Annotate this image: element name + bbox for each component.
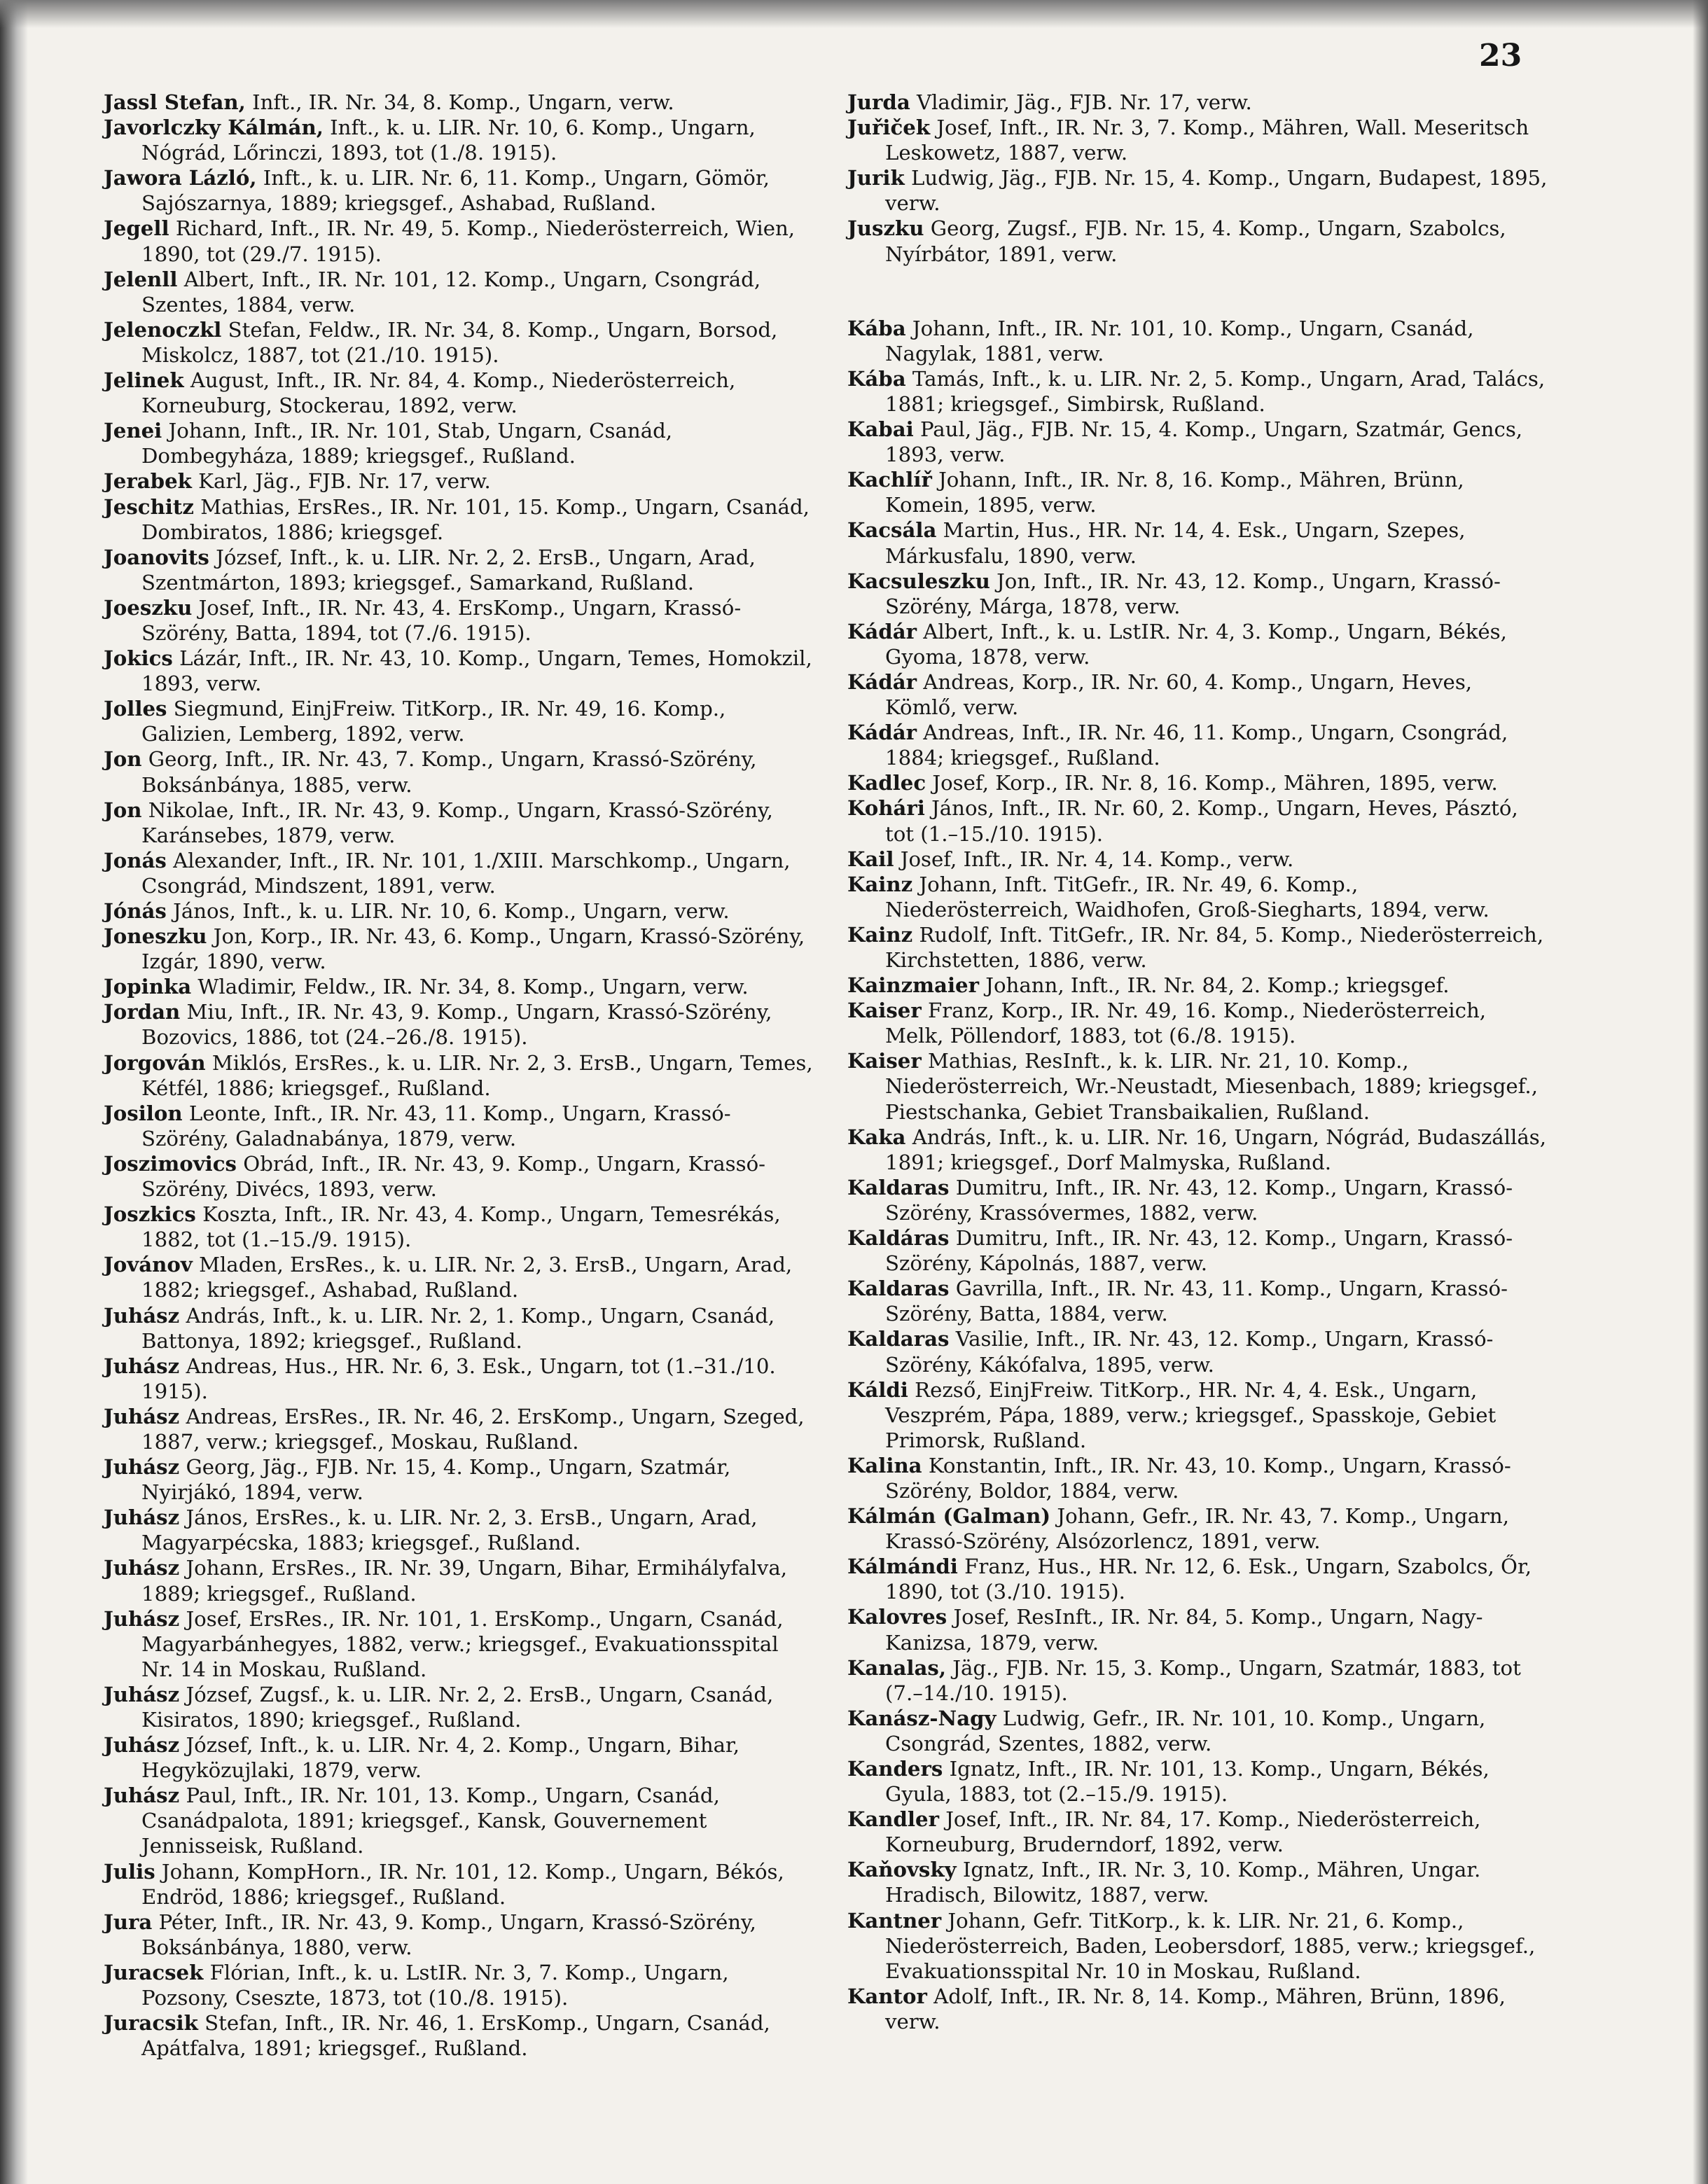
entry-surname: Kaldaras	[847, 1327, 950, 1351]
list-item	[104, 1682, 814, 1732]
left-column	[104, 90, 814, 2061]
list-item	[847, 1225, 1548, 1276]
list-item	[104, 317, 814, 368]
entry-details: Stefan, Feldw., IR. Nr. 34, 8. Komp., Ungarn, Borsod, Miskolcz, 1887, tot (21./10. 1915).	[141, 317, 778, 367]
entry-details: András, Inft., k. u. LIR. Nr. 16, Ungarn, Nógrád, Budaszállás, 1891; kriegsgef., Dorf Malmyska, Rußland.	[885, 1125, 1547, 1174]
entry-surname: Jenei	[104, 419, 162, 443]
entry-details: Dumitru, Inft., IR. Nr. 43, 12. Komp., Ungarn, Krassó-Szörény, Kápolnás, 1887, verw.	[885, 1226, 1513, 1276]
entry-details: Jäg., FJB. Nr. 15, 3. Komp., Ungarn, Szatmár, 1883, tot (7.–14./10. 1915).	[885, 1655, 1521, 1705]
list-item	[847, 316, 1548, 366]
entry-details: Mathias, ErsRes., IR. Nr. 101, 15. Komp., Ungarn, Csanád, Dombiratos, 1886; kriegsgef.	[141, 494, 810, 544]
entry-surname: Jegell	[104, 216, 169, 241]
list-item	[847, 417, 1548, 467]
entry-surname: Kalovres	[847, 1605, 947, 1629]
section-gap	[847, 267, 1548, 316]
entry-details: Jon, Inft., IR. Nr. 43, 12. Komp., Ungarn, Krassó-Szörény, Márga, 1878, verw.	[885, 569, 1501, 618]
entry-details: Nikolae, Inft., IR. Nr. 43, 9. Komp., Ungarn, Krassó-Szörény, Karánsebes, 1879, verw.	[141, 798, 773, 847]
entry-surname: Kaiser	[847, 999, 922, 1023]
entry-surname: Kachlíř	[847, 468, 932, 492]
list-item	[104, 898, 814, 924]
entry-details: Albert, Inft., IR. Nr. 101, 12. Komp., Ungarn, Csongrád, Szentes, 1884, verw.	[141, 267, 761, 317]
entry-details: Péter, Inft., IR. Nr. 43, 9. Komp., Ungarn, Krassó-Szörény, Boksánbánya, 1880, verw.	[141, 1910, 756, 1959]
entry-surname: Kalina	[847, 1453, 922, 1477]
right-column-k-entries	[847, 316, 1548, 2034]
entry-details: Johann, Inft., IR. Nr. 84, 2. Komp.; kriegsgef.	[979, 973, 1450, 998]
entry-surname: Jassl Stefan,	[104, 90, 246, 114]
entry-details: Karl, Jäg., FJB. Nr. 17, verw.	[191, 469, 491, 494]
entry-details: Georg, Zugsf., FJB. Nr. 15, 4. Komp., Ungarn, Szabolcs, Nyírbátor, 1891, verw.	[885, 216, 1506, 266]
entry-details: Vladimir, Jäg., FJB. Nr. 17, verw.	[910, 90, 1252, 114]
list-item	[104, 1859, 814, 1910]
list-item	[104, 1303, 814, 1354]
entry-details: András, Inft., k. u. LIR. Nr. 2, 1. Komp., Ungarn, Csanád, Battonya, 1892; kriegsgef., Rußland.	[141, 1303, 775, 1353]
entry-surname: Jelenoczkl	[104, 317, 222, 342]
entry-details: Miklós, ErsRes., k. u. LIR. Nr. 2, 3. ErsB., Ungarn, Temes, Kétfél, 1886; kriegsgef., Rußland.	[141, 1050, 813, 1100]
entry-details: Georg, Inft., IR. Nr. 43, 7. Komp., Ungarn, Krassó-Szörény, Boksánbánya, 1885, verw.	[141, 747, 757, 797]
list-item	[104, 646, 814, 696]
list-item	[847, 569, 1548, 619]
entry-details: Martin, Hus., HR. Nr. 14, 4. Esk., Ungarn, Szepes, Márkusfalu, 1890, verw.	[885, 518, 1466, 568]
entry-details: Ignatz, Inft., IR. Nr. 101, 13. Komp., Ungarn, Békés, Gyula, 1883, tot (2.–15./9. 1915).	[885, 1757, 1490, 1807]
entry-details: Josef, ResInft., IR. Nr. 84, 5. Komp., Ungarn, Nagy-Kanizsa, 1879, verw.	[885, 1605, 1483, 1655]
entry-details: Inft., k. u. LIR. Nr. 10, 6. Komp., Ungarn, Nógrád, Lőrinczi, 1893, tot (1./8. 1915).	[141, 116, 756, 165]
entry-details: Ludwig, Gefr., IR. Nr. 101, 10. Komp., Ungarn, Csongrád, Szentes, 1882, verw.	[885, 1706, 1486, 1755]
entry-details: Josef, ErsRes., IR. Nr. 101, 1. ErsKomp., Ungarn, Csanád, Magyarbánhegyes, 1882, verw.; kriegsgef., Evakuationsspital Nr. 14 in Moskau, Rußland.	[141, 1606, 784, 1681]
right-column	[847, 90, 1548, 2034]
list-item	[104, 1050, 814, 1101]
entry-surname: Javorlczky Kálmán,	[104, 116, 324, 140]
entry-details: Miu, Inft., IR. Nr. 43, 9. Komp., Ungarn, Krassó-Szörény, Bozovics, 1886, tot (24.–26./8. 1915).	[141, 1000, 772, 1050]
entry-surname: Joszimovics	[104, 1151, 237, 1176]
entry-surname: Kadlec	[847, 771, 926, 795]
entry-details: Leonte, Inft., IR. Nr. 43, 11. Komp., Ungarn, Krassó-Szörény, Galadnabánya, 1879, verw.	[141, 1101, 731, 1150]
list-item	[847, 1377, 1548, 1453]
list-item	[104, 368, 814, 418]
list-item	[847, 1175, 1548, 1225]
list-item	[104, 1151, 814, 1202]
entry-surname: Kálmán (Galman)	[847, 1504, 1051, 1529]
entry-details: Johann, ErsRes., IR. Nr. 39, Ungarn, Bihar, Ermihályfalva, 1889; kriegsgef., Rußland.	[141, 1556, 788, 1606]
list-item	[104, 1555, 814, 1606]
entry-details: József, Inft., k. u. LIR. Nr. 2, 2. ErsB., Ungarn, Arad, Szentmárton, 1893; kriegsgef., Samarkand, Rußland.	[141, 545, 756, 594]
entry-details: Rudolf, Inft. TitGefr., IR. Nr. 84, 5. Komp., Niederösterreich, Kirchstetten, 1886, verw.	[885, 922, 1544, 972]
entry-details: Franz, Hus., HR. Nr. 12, 6. Esk., Ungarn, Szabolcs, Őr, 1890, tot (3./10. 1915).	[885, 1554, 1532, 1604]
entry-details: Inft., k. u. LIR. Nr. 6, 11. Komp., Ungarn, Gömör, Sajószarnya, 1889; kriegsgef., Ashabad, Rußland.	[141, 166, 770, 216]
right-column-j-entries	[847, 90, 1548, 267]
list-item	[104, 1960, 814, 2010]
list-item	[847, 1503, 1548, 1554]
entry-details: Inft., IR. Nr. 34, 8. Komp., Ungarn, verw.	[245, 90, 674, 114]
list-item	[104, 267, 814, 317]
entry-surname: Kantor	[847, 1984, 927, 2008]
entry-surname: Joanovits	[104, 545, 209, 569]
entry-surname: Jónás	[104, 899, 167, 923]
list-item	[847, 165, 1548, 216]
list-item	[104, 1606, 814, 1682]
entry-details: János, Inft., IR. Nr. 60, 2. Komp., Ungarn, Heves, Pásztó, tot (1.–15./10. 1915).	[885, 796, 1518, 846]
entry-surname: Juhász	[104, 1505, 180, 1530]
scan-shadow-left	[0, 0, 28, 2184]
entry-details: Johann, Inft., IR. Nr. 101, 10. Komp., Ungarn, Csanád, Nagylak, 1881, verw.	[885, 316, 1474, 366]
entry-surname: Kádár	[847, 721, 917, 745]
page-number: 23	[1479, 38, 1522, 74]
entry-details: Obrád, Inft., IR. Nr. 43, 9. Komp., Ungarn, Krassó-Szörény, Divécs, 1893, verw.	[141, 1151, 766, 1202]
list-item	[847, 1048, 1548, 1124]
entry-surname: Juhász	[104, 1354, 180, 1378]
entry-surname: Káldi	[847, 1377, 908, 1402]
entry-details: Johann, Inft., IR. Nr. 8, 16. Komp., Mähren, Brünn, Komein, 1895, verw.	[885, 468, 1464, 517]
list-item	[104, 1252, 814, 1302]
entry-details: József, Zugsf., k. u. LIR. Nr. 2, 2. ErsB., Ungarn, Csanád, Kisiratos, 1890; kriegsgef., Rußland.	[141, 1682, 774, 1732]
entry-details: Tamás, Inft., k. u. LIR. Nr. 2, 5. Komp., Ungarn, Arad, Talács, 1881; kriegsgef., Simbirsk, Rußland.	[885, 366, 1546, 416]
entry-surname: Juhász	[104, 1606, 180, 1631]
entry-details: Adolf, Inft., IR. Nr. 8, 14. Komp., Mähren, Brünn, 1896, verw.	[885, 1984, 1506, 2033]
entry-details: Richard, Inft., IR. Nr. 49, 5. Komp., Niederösterreich, Wien, 1890, tot (29./7. 1915).	[141, 216, 796, 266]
entry-surname: Juhász	[104, 1556, 180, 1580]
list-item	[104, 848, 814, 898]
entry-surname: Kacsála	[847, 518, 937, 543]
list-item	[847, 1857, 1548, 1907]
list-item	[104, 545, 814, 595]
entry-details: Wladimir, Feldw., IR. Nr. 34, 8. Komp., Ungarn, verw.	[191, 975, 749, 999]
list-item	[847, 115, 1548, 165]
list-item	[847, 847, 1548, 872]
list-item	[847, 517, 1548, 568]
list-item	[104, 999, 814, 1050]
entry-surname: Jopinka	[104, 975, 192, 999]
list-item	[847, 366, 1548, 417]
entry-surname: Jolles	[104, 697, 167, 721]
entry-surname: Jurik	[847, 166, 905, 190]
entry-surname: Kainzmaier	[847, 973, 979, 998]
entry-surname: Jovánov	[104, 1253, 193, 1277]
list-item	[104, 1354, 814, 1404]
list-item	[847, 1554, 1548, 1604]
entry-surname: Kabai	[847, 417, 914, 442]
entry-surname: Kanders	[847, 1757, 943, 1781]
entry-details: Dumitru, Inft., IR. Nr. 43, 12. Komp., Ungarn, Krassó-Szörény, Krassóvermes, 1882, verw.	[885, 1175, 1513, 1225]
entry-details: Andreas, Korp., IR. Nr. 60, 4. Komp., Ungarn, Heves, Kömlő, verw.	[885, 669, 1473, 720]
list-item	[104, 595, 814, 646]
entry-surname: Kaňovsky	[847, 1858, 957, 1882]
list-item	[104, 974, 814, 999]
entry-surname: Jonás	[104, 848, 167, 872]
entry-details: Johann, Inft., IR. Nr. 101, Stab, Ungarn, Csanád, Dombegyháza, 1889; kriegsgef., Rußland.	[141, 419, 673, 468]
entry-surname: Juracsik	[104, 2011, 198, 2036]
entry-surname: Juhász	[104, 1682, 180, 1706]
entry-details: Koszta, Inft., IR. Nr. 43, 4. Komp., Ungarn, Temesrékás, 1882, tot (1.–15./9. 1915).	[141, 1202, 781, 1252]
entry-details: Alexander, Inft., IR. Nr. 101, 1./XIII. Marschkomp., Ungarn, Csongrád, Mindszent, 1891, verw.	[141, 848, 791, 898]
entry-details: Josef, Inft., IR. Nr. 43, 4. ErsKomp., Ungarn, Krassó-Szörény, Batta, 1894, tot (7./6. 1915).	[141, 595, 742, 645]
entry-details: Lázár, Inft., IR. Nr. 43, 10. Komp., Ungarn, Temes, Homokzil, 1893, verw.	[141, 646, 812, 696]
list-item	[104, 165, 814, 216]
list-item	[847, 973, 1548, 998]
entry-surname: Joneszku	[104, 924, 207, 949]
list-item	[104, 1454, 814, 1505]
list-item	[847, 90, 1548, 115]
entry-surname: Kálmándi	[847, 1554, 958, 1579]
entry-surname: Jokics	[104, 646, 173, 671]
entry-surname: Kádár	[847, 669, 917, 694]
list-item	[847, 720, 1548, 770]
entry-details: Stefan, Inft., IR. Nr. 46, 1. ErsKomp., Ungarn, Csanád, Apátfalva, 1891; kriegsgef., Rußland.	[141, 2011, 770, 2061]
entry-details: Ludwig, Jäg., FJB. Nr. 15, 4. Komp., Ungarn, Budapest, 1895, verw.	[885, 166, 1548, 216]
entry-details: Siegmund, EinjFreiw. TitKorp., IR. Nr. 49, 16. Komp., Galizien, Lemberg, 1892, verw.	[141, 697, 726, 746]
entry-details: Franz, Korp., IR. Nr. 49, 16. Komp., Niederösterreich, Melk, Pöllendorf, 1883, tot (6./8. 1915).	[885, 999, 1487, 1048]
list-item	[104, 746, 814, 797]
list-item	[104, 1783, 814, 1858]
entry-surname: Jura	[104, 1910, 153, 1934]
list-item	[847, 1706, 1548, 1756]
entry-surname: Kaka	[847, 1125, 906, 1149]
entry-details: János, ErsRes., k. u. LIR. Nr. 2, 3. ErsB., Ungarn, Arad, Magyarpécska, 1883; kriegsgef., Rußland.	[141, 1505, 758, 1555]
entry-details: Andreas, Hus., HR. Nr. 6, 3. Esk., Ungarn, tot (1.–31./10. 1915).	[141, 1354, 776, 1403]
entry-details: József, Inft., k. u. LIR. Nr. 4, 2. Komp., Ungarn, Bihar, Hegyközujlaki, 1879, verw.	[141, 1733, 740, 1783]
list-item	[847, 467, 1548, 517]
scan-shadow-right	[1693, 0, 1708, 2184]
entry-surname: Josilon	[104, 1101, 183, 1125]
list-item	[104, 1910, 814, 1960]
entry-surname: Jeschitz	[104, 494, 194, 519]
entry-details: Ignatz, Inft., IR. Nr. 3, 10. Komp., Mähren, Ungar. Hradisch, Bilowitz, 1887, verw.	[885, 1858, 1481, 1907]
entry-details: Johann, Gefr. TitKorp., k. k. LIR. Nr. 21, 6. Komp., Niederösterreich, Baden, Leobersdorf, 1885, verw.; kriegsgef., Evakuationsspital Nr. 10 in Moskau, Rußland.	[885, 1908, 1536, 1983]
list-item	[104, 1101, 814, 1151]
list-item	[104, 1202, 814, 1252]
entry-surname: Kanalas,	[847, 1655, 947, 1680]
list-item	[847, 1453, 1548, 1503]
list-item	[104, 90, 814, 115]
entry-surname: Joszkics	[104, 1202, 196, 1227]
list-item	[104, 1505, 814, 1555]
list-item	[847, 1326, 1548, 1377]
list-item	[847, 795, 1548, 846]
list-item	[847, 1125, 1548, 1175]
list-item	[847, 216, 1548, 266]
entry-surname: Juhász	[104, 1404, 180, 1428]
list-item	[847, 872, 1548, 922]
entry-surname: Kába	[847, 366, 906, 391]
entry-surname: Juhász	[104, 1733, 180, 1758]
entry-surname: Juhász	[104, 1303, 180, 1328]
list-item	[847, 619, 1548, 669]
list-item	[847, 770, 1548, 795]
entry-details: Johann, Inft. TitGefr., IR. Nr. 49, 6. Komp., Niederösterreich, Waidhofen, Groß-Siegharts, 1894, verw.	[885, 872, 1490, 921]
entry-surname: Kainz	[847, 922, 913, 947]
list-item	[104, 2010, 814, 2061]
entry-details: Flórian, Inft., k. u. LstIR. Nr. 3, 7. Komp., Ungarn, Pozsony, Cseszte, 1873, tot (10./8. 1915).	[141, 1960, 729, 2010]
entry-surname: Kanász-Nagy	[847, 1706, 997, 1730]
entry-surname: Kainz	[847, 872, 913, 896]
list-item	[104, 418, 814, 468]
list-item	[104, 1732, 814, 1783]
list-item	[847, 998, 1548, 1048]
list-item	[847, 1807, 1548, 1857]
entry-details: Mladen, ErsRes., k. u. LIR. Nr. 2, 3. ErsB., Ungarn, Arad, 1882; kriegsgef., Ashabad, Rußland.	[141, 1253, 793, 1302]
entry-details: Andreas, Inft., IR. Nr. 46, 11. Komp., Ungarn, Csongrád, 1884; kriegsgef., Rußland.	[885, 721, 1508, 770]
entry-surname: Kába	[847, 316, 906, 340]
entry-surname: Juhász	[104, 1455, 180, 1480]
scan-shadow-top	[0, 0, 1708, 28]
entry-surname: Joeszku	[104, 595, 193, 620]
entry-details: Gavrilla, Inft., IR. Nr. 43, 11. Komp., Ungarn, Krassó-Szörény, Batta, 1884, verw.	[885, 1277, 1508, 1326]
entry-surname: Kail	[847, 847, 894, 871]
entry-surname: Jurda	[847, 90, 910, 114]
list-item	[847, 1655, 1548, 1706]
entry-surname: Jerabek	[104, 469, 192, 494]
entry-details: Jon, Korp., IR. Nr. 43, 6. Komp., Ungarn, Krassó-Szörény, Izgár, 1890, verw.	[141, 924, 805, 974]
list-item	[104, 494, 814, 545]
entry-details: Konstantin, Inft., IR. Nr. 43, 10. Komp., Ungarn, Krassó-Szörény, Boldor, 1884, verw.	[885, 1453, 1511, 1503]
entry-details: August, Inft., IR. Nr. 84, 4. Komp., Niederösterreich, Korneuburg, Stockerau, 1892, verw.	[141, 368, 736, 418]
entry-details: Josef, Korp., IR. Nr. 8, 16. Komp., Mähren, 1895, verw.	[926, 771, 1498, 795]
list-item	[104, 468, 814, 494]
list-item	[104, 798, 814, 848]
list-item	[847, 669, 1548, 720]
list-item	[847, 1908, 1548, 1984]
entry-surname: Juracsek	[104, 1960, 204, 1984]
entry-surname: Juhász	[104, 1783, 180, 1808]
list-item	[847, 1756, 1548, 1807]
list-item	[104, 216, 814, 266]
entry-surname: Kádár	[847, 619, 917, 644]
entry-surname: Jordan	[104, 1000, 181, 1024]
entry-details: Josef, Inft., IR. Nr. 3, 7. Komp., Mähren, Wall. Meseritsch Leskowetz, 1887, verw.	[885, 116, 1529, 165]
list-item	[104, 924, 814, 974]
entry-details: Paul, Jäg., FJB. Nr. 15, 4. Komp., Ungarn, Szatmár, Gencs, 1893, verw.	[885, 417, 1523, 467]
list-item	[847, 1984, 1548, 2034]
entry-details: Vasilie, Inft., IR. Nr. 43, 12. Komp., Ungarn, Krassó-Szörény, Kákófalva, 1895, verw.	[885, 1327, 1494, 1377]
entry-surname: Jon	[104, 798, 142, 822]
entry-details: János, Inft., k. u. LIR. Nr. 10, 6. Komp., Ungarn, verw.	[166, 899, 730, 923]
entry-surname: Kaldaras	[847, 1277, 950, 1301]
entry-surname: Jawora Lázló,	[104, 166, 257, 190]
entry-surname: Kaldaras	[847, 1175, 950, 1199]
entry-details: Mathias, ResInft., k. k. LIR. Nr. 21, 10. Komp., Niederösterreich, Wr.-Neustadt, Miesenbach, 1889; kriegsgef., Piestschanka, Gebiet Transbaikalien, Rußland.	[885, 1049, 1538, 1124]
entry-details: Rezső, EinjFreiw. TitKorp., HR. Nr. 4, 4. Esk., Ungarn, Veszprém, Pápa, 1889, verw.; kriegsgef., Spasskoje, Gebiet Primorsk, Rußland.	[885, 1377, 1497, 1452]
list-item	[847, 922, 1548, 973]
entry-surname: Jon	[104, 747, 142, 772]
list-item	[104, 1404, 814, 1454]
entry-surname: Jelinek	[104, 368, 184, 393]
entry-surname: Kacsuleszku	[847, 569, 990, 593]
entry-surname: Kantner	[847, 1908, 942, 1933]
entry-surname: Juřiček	[847, 116, 931, 140]
entry-details: Josef, Inft., IR. Nr. 4, 14. Komp., verw.	[894, 847, 1294, 871]
entry-surname: Kaldáras	[847, 1226, 950, 1251]
list-item	[847, 1604, 1548, 1655]
list-item	[104, 115, 814, 165]
entry-details: Albert, Inft., k. u. LstIR. Nr. 4, 3. Komp., Ungarn, Békés, Gyoma, 1878, verw.	[885, 619, 1507, 669]
entry-surname: Kandler	[847, 1807, 939, 1832]
entry-details: Josef, Inft., IR. Nr. 84, 17. Komp., Niederösterreich, Korneuburg, Bruderndorf, 1892, verw.	[885, 1807, 1481, 1857]
entry-surname: Jelenll	[104, 267, 178, 291]
entry-details: Andreas, ErsRes., IR. Nr. 46, 2. ErsKomp., Ungarn, Szeged, 1887, verw.; kriegsgef., Moskau, Rußland.	[141, 1404, 805, 1454]
entry-surname: Kaiser	[847, 1049, 922, 1073]
list-item	[104, 696, 814, 746]
entry-surname: Jorgován	[104, 1050, 206, 1075]
entry-surname: Julis	[104, 1859, 155, 1884]
entry-details: Paul, Inft., IR. Nr. 101, 13. Komp., Ungarn, Csanád, Csanádpalota, 1891; kriegsgef., Kansk, Gouvernement Jennisseisk, Rußland.	[141, 1783, 720, 1858]
list-item	[847, 1276, 1548, 1326]
entry-surname: Juszku	[847, 216, 924, 241]
entry-surname: Kohári	[847, 796, 925, 821]
entry-details: Johann, Gefr., IR. Nr. 43, 7. Komp., Ungarn, Krassó-Szörény, Alsózorlencz, 1891, verw.	[885, 1504, 1510, 1554]
entry-details: Georg, Jäg., FJB. Nr. 15, 4. Komp., Ungarn, Szatmár, Nyirjákó, 1894, verw.	[141, 1455, 731, 1505]
entry-details: Johann, KompHorn., IR. Nr. 101, 12. Komp., Ungarn, Békós, Endröd, 1886; kriegsgef., Rußland.	[141, 1859, 784, 1909]
